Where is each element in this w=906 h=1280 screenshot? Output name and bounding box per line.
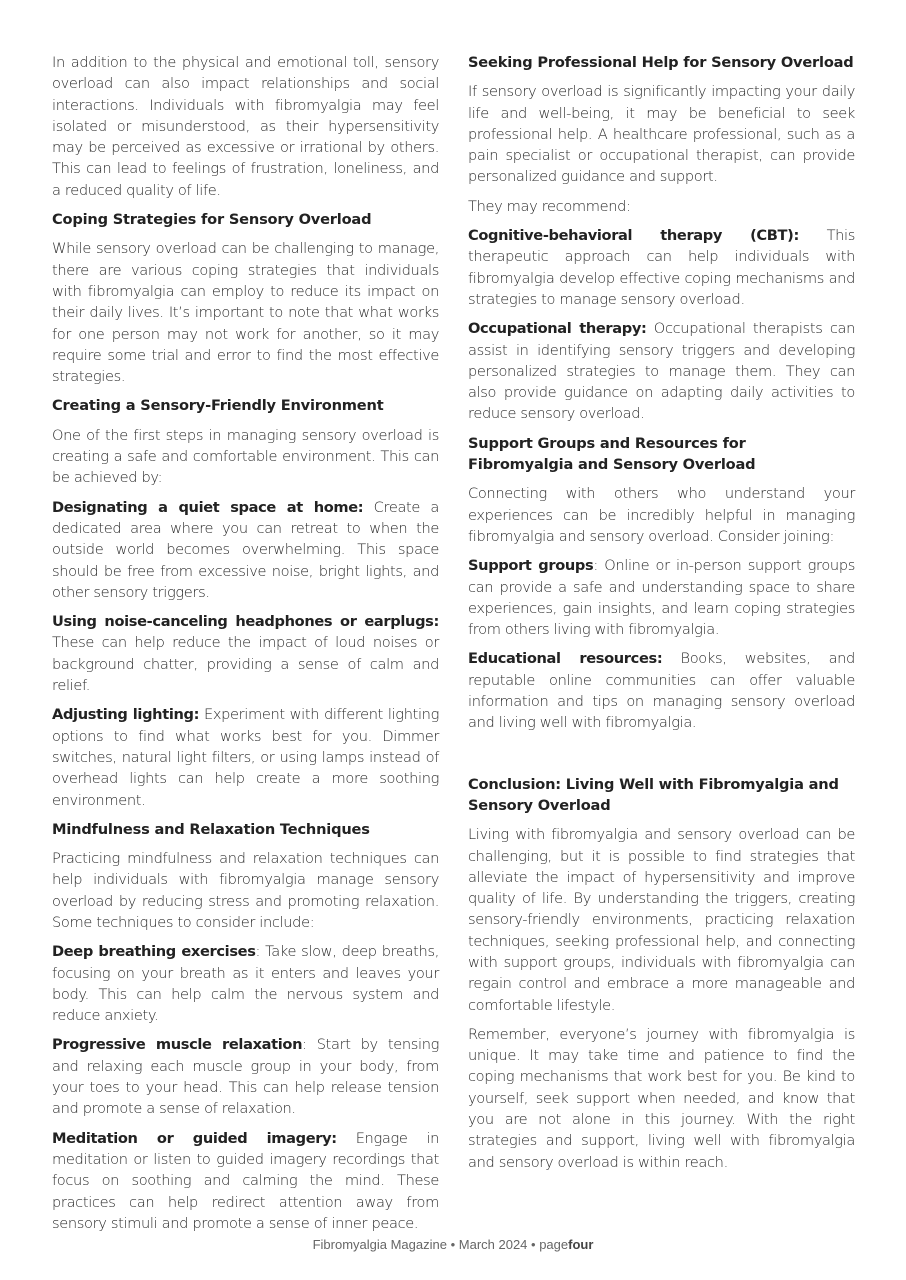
paragraph-text: Creating a Sensory-Friendly Environment bbox=[52, 397, 384, 415]
paragraph bbox=[52, 497, 439, 603]
paragraph bbox=[52, 425, 439, 489]
paragraph-text: Seeking Professional Help for Sensory Overload bbox=[468, 54, 854, 71]
section-heading bbox=[468, 433, 855, 476]
paragraph bbox=[468, 648, 855, 733]
paragraph-text: This therapeutic approach can help individuals with fibromyalgia develop effective coping mechanisms and strategies to manage sensory overload. bbox=[468, 227, 855, 308]
paragraph-text: Support Groups and Resources for Fibromyalgia and Sensory Overload bbox=[468, 434, 756, 474]
paragraph-text: Books, websites, and reputable online communities can offer valuable information and tips on managing sensory overload and living well with fibromyalgia. bbox=[468, 650, 855, 732]
paragraph-text: Conclusion: Living Well with Fibromyalgia and Sensory Overload bbox=[468, 775, 839, 814]
paragraph-text: Mindfulness and Relaxation Techniques bbox=[52, 820, 370, 838]
paragraph-lead: Support groups bbox=[468, 557, 594, 575]
paragraph-text: : Take slow, deep breaths, focusing on your breath as it enters and leaves your body. This can help calm the nervous system and reduce anxiety. bbox=[52, 943, 439, 1025]
right-column bbox=[468, 52, 855, 1181]
paragraph-text: : Online or in-person support groups can provide a safe and understanding space to share experiences, gain insights, and learn coping strategies from others living with fibromyalgia. bbox=[468, 557, 855, 639]
section-heading bbox=[468, 774, 855, 817]
paragraph-text: Remember, everyone’s journey with fibromyalgia is unique. It may take time and patience to find the coping mechanisms that work best for you. Be kind to yourself, seek support when needed, and know that you are not alone in this journey. With the right strategies and support, living well with fibromyalgia and sensory overload is within reach. bbox=[468, 1025, 855, 1171]
paragraph-lead: Progressive muscle relaxation bbox=[52, 1036, 303, 1054]
paragraph-text: One of the first steps in managing sensory overload is creating a safe and comfortable environment. This can be achieved by: bbox=[52, 426, 439, 487]
paragraph-text: Living with fibromyalgia and sensory overload can be challenging, but it is possible to find strategies that alleviate the impact of hypersensitivity and improve quality of life. By understanding the triggers, creating sensory-friendly environments, practicing relaxation techniques, seeking professional help, and connecting with support groups, individuals with fibromyalgia can regain control and embrace a more manageable and comfortable lifestyle. bbox=[468, 826, 855, 1014]
paragraph bbox=[468, 483, 855, 547]
paragraph-text: If sensory overload is significantly impacting your daily life and well-being, it may be beneficial to seek professional help. A healthcare professional, such as a pain specialist or occupational therapist, can provide personalized guidance and support. bbox=[468, 83, 855, 186]
paragraph bbox=[52, 52, 439, 201]
section-heading bbox=[52, 395, 439, 416]
paragraph bbox=[468, 1024, 855, 1173]
paragraph-text: : Start by tensing and relaxing each muscle group in your body, from your toes to your head. This can help release tension and promote a sense of relaxation. bbox=[52, 1036, 439, 1118]
paragraph bbox=[468, 318, 855, 424]
footer-page-number: four bbox=[568, 1237, 594, 1252]
paragraph bbox=[52, 611, 439, 696]
paragraph bbox=[52, 1034, 439, 1119]
paragraph-lead: Occupational therapy: bbox=[468, 320, 647, 338]
paragraph-lead: Cognitive-behavioral therapy (CBT): bbox=[468, 227, 799, 245]
section-heading bbox=[468, 52, 855, 73]
paragraph-text: Engage in meditation or listen to guided imagery recordings that focus on soothing and calming the mind. These practices can help redirect attention away from sensory stimuli and promote a sense of inner peace. bbox=[52, 1129, 439, 1232]
paragraph bbox=[52, 848, 439, 933]
section-heading bbox=[52, 209, 439, 230]
page-footer bbox=[0, 1237, 906, 1252]
paragraph-text: These can help reduce the impact of loud noises or background chatter, providing a sense of calm and relief. bbox=[52, 634, 439, 695]
paragraph-text: Experiment with different lighting options to find what works best for you. Dimmer switches, natural light filters, or using lamps instead of overhead lights can help create a more soothing environment. bbox=[52, 706, 439, 809]
paragraph-text: Connecting with others who understand your experiences can be incredibly helpful in managing fibromyalgia and sensory overload. Consider joining: bbox=[468, 485, 855, 545]
left-column bbox=[52, 52, 439, 1242]
paragraph-text: Create a dedicated area where you can retreat to when the outside world becomes overwhelming. This space should be free from excessive noise, bright lights, and other sensory triggers. bbox=[52, 498, 439, 601]
paragraph-text: While sensory overload can be challenging to manage, there are various coping strategies that individuals with fibromyalgia can employ to reduce its impact on their daily lives. It’s important to note that what works for one person may not work for another, so it may require some trial and error to find the most effective strategies. bbox=[52, 240, 439, 386]
paragraph bbox=[52, 238, 439, 387]
paragraph-text: Occupational therapists can assist in identifying sensory triggers and developing personalized strategies to manage them. They can also provide guidance on adapting daily activities to reduce sensory overload. bbox=[468, 320, 855, 423]
paragraph-lead: Meditation or guided imagery: bbox=[52, 1129, 337, 1147]
footer-date: March 2024 bbox=[458, 1237, 528, 1252]
paragraph bbox=[468, 555, 855, 640]
paragraph bbox=[52, 704, 439, 810]
section-heading bbox=[52, 819, 439, 840]
paragraph bbox=[468, 196, 855, 217]
paragraph bbox=[52, 1128, 439, 1234]
paragraph-text: They may recommend: bbox=[468, 197, 631, 215]
paragraph bbox=[468, 225, 855, 310]
paragraph bbox=[468, 81, 855, 187]
spacer bbox=[468, 742, 855, 774]
paragraph-lead: Educational resources: bbox=[468, 650, 663, 668]
paragraph-lead: Designating a quiet space at home: bbox=[52, 498, 364, 516]
paragraph bbox=[52, 941, 439, 1026]
paragraph-lead: Adjusting lighting: bbox=[52, 706, 200, 724]
footer-separator: • bbox=[527, 1237, 540, 1252]
paragraph-text: Practicing mindfulness and relaxation techniques can help individuals with fibromyalgia manage sensory overload by reducing stress and promoting relaxation. Some techniques to consider include: bbox=[52, 850, 439, 931]
footer-magazine: Fibromyalgia Magazine bbox=[312, 1237, 447, 1252]
paragraph-lead: Deep breathing exercises bbox=[52, 943, 256, 961]
footer-separator: • bbox=[446, 1237, 459, 1252]
paragraph bbox=[468, 824, 855, 1016]
paragraph-text: Coping Strategies for Sensory Overload bbox=[52, 211, 372, 229]
paragraph-text: In addition to the physical and emotional toll, sensory overload can also impact relationships and social interactions. Individuals with fibromyalgia may feel isolated or misunderstood, as their hypersensitivity may be perceived as excessive or irrational by others. This can lead to feelings of frustration, loneliness, and a reduced quality of life. bbox=[52, 54, 439, 199]
footer-page-prefix: page bbox=[539, 1237, 569, 1252]
paragraph-lead: Using noise-canceling headphones or earplugs: bbox=[52, 613, 439, 631]
